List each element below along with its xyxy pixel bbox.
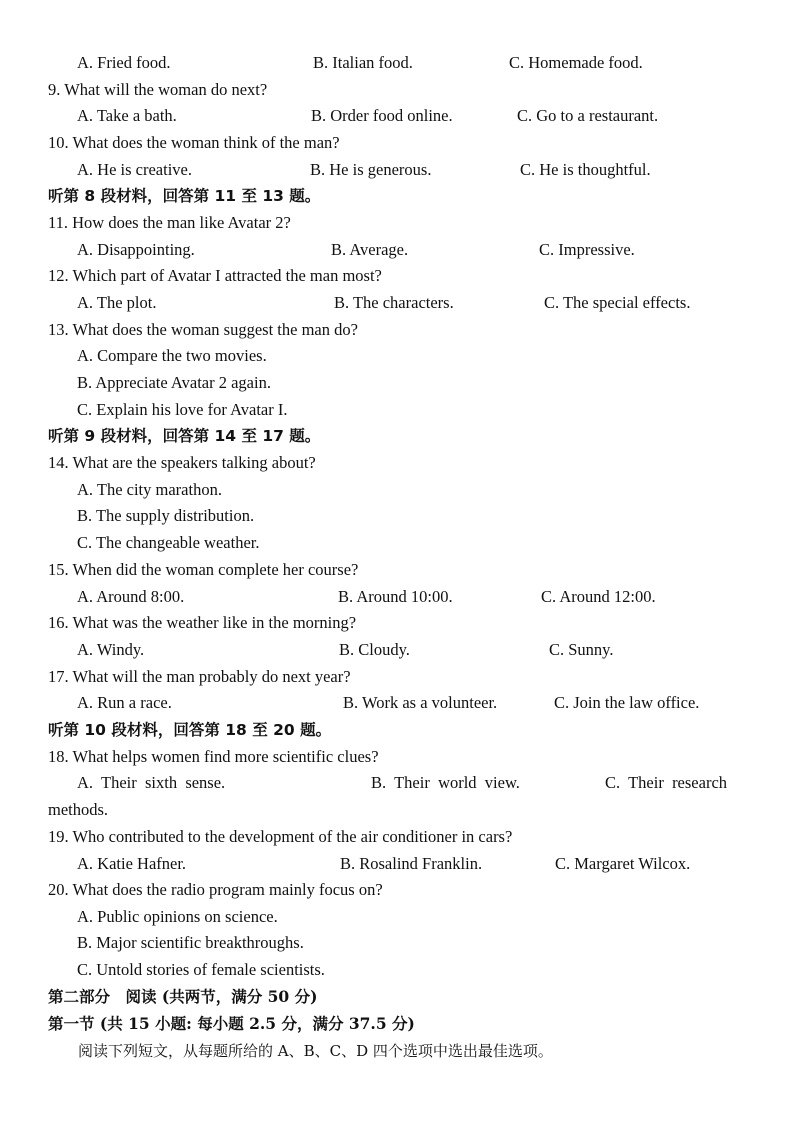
question-9: 9. What will the woman do next? <box>48 80 268 99</box>
q12-option-b: B. The characters. <box>334 293 454 312</box>
q19-option-b: B. Rosalind Franklin. <box>340 854 483 873</box>
q20-option-c: C. Untold stories of female scientists. <box>77 960 325 979</box>
q11-option-c: C. Impressive. <box>539 240 635 259</box>
q20-option-a: A. Public opinions on science. <box>77 907 278 926</box>
q18-option-b: B. Their world view. <box>371 773 520 792</box>
question-17: 17. What will the man probably do next year? <box>48 667 351 686</box>
q14-option-c: C. The changeable weather. <box>77 533 260 552</box>
q10-option-c: C. He is thoughtful. <box>520 160 651 179</box>
q14-option-b: B. The supply distribution. <box>77 506 255 525</box>
q17-option-c: C. Join the law office. <box>554 693 700 712</box>
q19-option-c: C. Margaret Wilcox. <box>555 854 691 873</box>
q11-option-a: A. Disappointing. <box>77 240 195 259</box>
q12-option-a: A. The plot. <box>77 293 157 312</box>
question-10: 10. What does the woman think of the man? <box>48 133 340 152</box>
question-15: 15. When did the woman complete her course? <box>48 560 359 579</box>
q8-option-b: B. Italian food. <box>313 53 413 72</box>
q10-option-b: B. He is generous. <box>310 160 432 179</box>
question-13: 13. What does the woman suggest the man do? <box>48 320 358 339</box>
q9-option-b: B. Order food online. <box>311 106 453 125</box>
q8-option-c: C. Homemade food. <box>509 53 643 72</box>
q18-option-c: C. Their research <box>605 773 728 792</box>
q16-option-a: A. Windy. <box>77 640 145 659</box>
section-9-heading: 听第 9 段材料，回答第 14 至 17 题。 <box>48 427 321 445</box>
q16-option-b: B. Cloudy. <box>339 640 410 659</box>
q13-option-b: B. Appreciate Avatar 2 again. <box>77 373 271 392</box>
q14-option-a: A. The city marathon. <box>77 480 222 499</box>
q18-option-c-continued: methods. <box>48 800 109 819</box>
question-14: 14. What are the speakers talking about? <box>48 453 316 472</box>
q11-option-b: B. Average. <box>331 240 409 259</box>
question-16: 16. What was the weather like in the morning? <box>48 613 357 632</box>
question-20: 20. What does the radio program mainly focus on? <box>48 880 383 899</box>
q9-option-c: C. Go to a restaurant. <box>517 106 659 125</box>
q16-option-c: C. Sunny. <box>549 640 614 659</box>
q15-option-c: C. Around 12:00. <box>541 587 656 606</box>
q10-option-a: A. He is creative. <box>77 160 192 179</box>
section-10-heading: 听第 10 段材料，回答第 18 至 20 题。 <box>48 721 332 739</box>
q15-option-b: B. Around 10:00. <box>338 587 453 606</box>
q19-option-a: A. Katie Hafner. <box>77 854 187 873</box>
reading-instruction: 阅读下列短文，从每题所给的 A、B、C、D 四个选项中选出最佳选项。 <box>78 1042 553 1060</box>
question-18: 18. What helps women find more scientific clues? <box>48 747 379 766</box>
q17-option-a: A. Run a race. <box>77 693 172 712</box>
question-12: 12. Which part of Avatar I attracted the man most? <box>48 266 382 285</box>
q18-option-a: A. Their sixth sense. <box>77 773 226 792</box>
section-1-heading: 第一节 (共 15 小题: 每小题 2.5 分，满分 37.5 分) <box>48 1014 415 1033</box>
q8-option-a: A. Fried food. <box>77 53 171 72</box>
q12-option-c: C. The special effects. <box>544 293 691 312</box>
q13-option-a: A. Compare the two movies. <box>77 346 267 365</box>
q13-option-c: C. Explain his love for Avatar I. <box>77 400 288 419</box>
q17-option-b: B. Work as a volunteer. <box>343 693 498 712</box>
q15-option-a: A. Around 8:00. <box>77 587 185 606</box>
part-2-heading: 第二部分 阅读 (共两节，满分 50 分) <box>48 987 318 1006</box>
question-11: 11. How does the man like Avatar 2? <box>48 213 291 232</box>
q20-option-b: B. Major scientific breakthroughs. <box>77 933 304 952</box>
section-8-heading: 听第 8 段材料，回答第 11 至 13 题。 <box>48 187 321 205</box>
question-19: 19. Who contributed to the development of the air conditioner in cars? <box>48 827 513 846</box>
q9-option-a: A. Take a bath. <box>77 106 177 125</box>
